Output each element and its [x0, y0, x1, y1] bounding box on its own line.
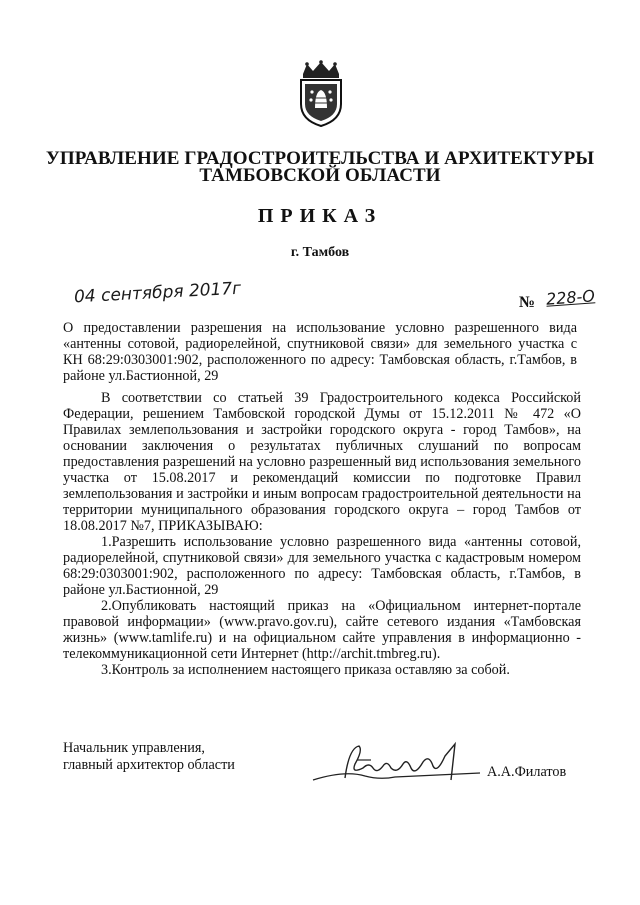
document-type-title: ПРИКАЗ: [257, 205, 383, 227]
handwritten-signature: [305, 740, 485, 790]
city-of-issue: г. Тамбов: [290, 245, 350, 260]
signer-position: [63, 740, 235, 774]
coat-of-arms-icon: [291, 60, 351, 128]
signer-position-line1: Начальник управления,: [63, 740, 205, 756]
handwritten-date: 04 сентября 2017г: [73, 278, 242, 308]
organization-name-line2: ТАМБОВСКОЙ ОБЛАСТИ: [199, 165, 441, 186]
order-body: [63, 390, 581, 678]
handwritten-order-number: 228-О: [545, 286, 596, 309]
order-item-3: 3.Контроль за исполнением настоящего приказа оставляю за собой.: [101, 662, 510, 678]
organization-name-line1: УПРАВЛЕНИЕ ГРАДОСТРОИТЕЛЬСТВА И АРХИТЕКТУРЫ: [45, 148, 595, 169]
order-subject: О предоставлении разрешения на использование условно разрешенного вида «антенны сотовой, радиорелейной, спутниковой связи» для земельного участка с КН 68:29:0303001:902, расположенного по адресу: Тамбовская область, г.Тамбов, в районе ул.Бастионной, 29: [63, 320, 577, 384]
order-item-1: 1.Разрешить использование условно разрешенного вида «антенны сотовой, радиорелейной, спутниковой связи» для земельного участка с кадастровым номером 68:29:0303001:902, расположенного по адресу: Тамбовская область, г.Тамбов, в районе ул.Бастионной, 29: [63, 534, 581, 598]
order-item-2: 2.Опубликовать настоящий приказ на «Официальном интернет-портале правовой информации» (www.pravo.gov.ru), сайте сетевого издания «Тамбовская жизнь» (www.tamlife.ru) и на официальном сайте управления в информационно - телекоммуникационной сети Интернет (http://archit.tmbreg.ru).: [63, 598, 581, 662]
signer-name: А.А.Филатов: [487, 764, 567, 780]
number-label: №: [519, 294, 536, 311]
preamble-paragraph: В соответствии со статьей 39 Градостроительного кодекса Российской Федерации, решением Тамбовской городской Думы от 15.12.2011 № 472 «О Правилах землепользования и застройки городского округа - город Тамбов», на основании заключения о результатах публичных слушаний по вопросам предоставления разрешений на условно разрешенный вид использования земельного участка от 15.08.2017 и рекомендаций комиссии по подготовке Правил землепользования и застройки и иным вопросам градостроительной деятельности на территории муниципального образования городского округа – город Тамбов от 18.08.2017 №7, ПРИКАЗЫВАЮ:: [63, 390, 581, 534]
signer-position-line2: главный архитектор области: [63, 757, 235, 773]
